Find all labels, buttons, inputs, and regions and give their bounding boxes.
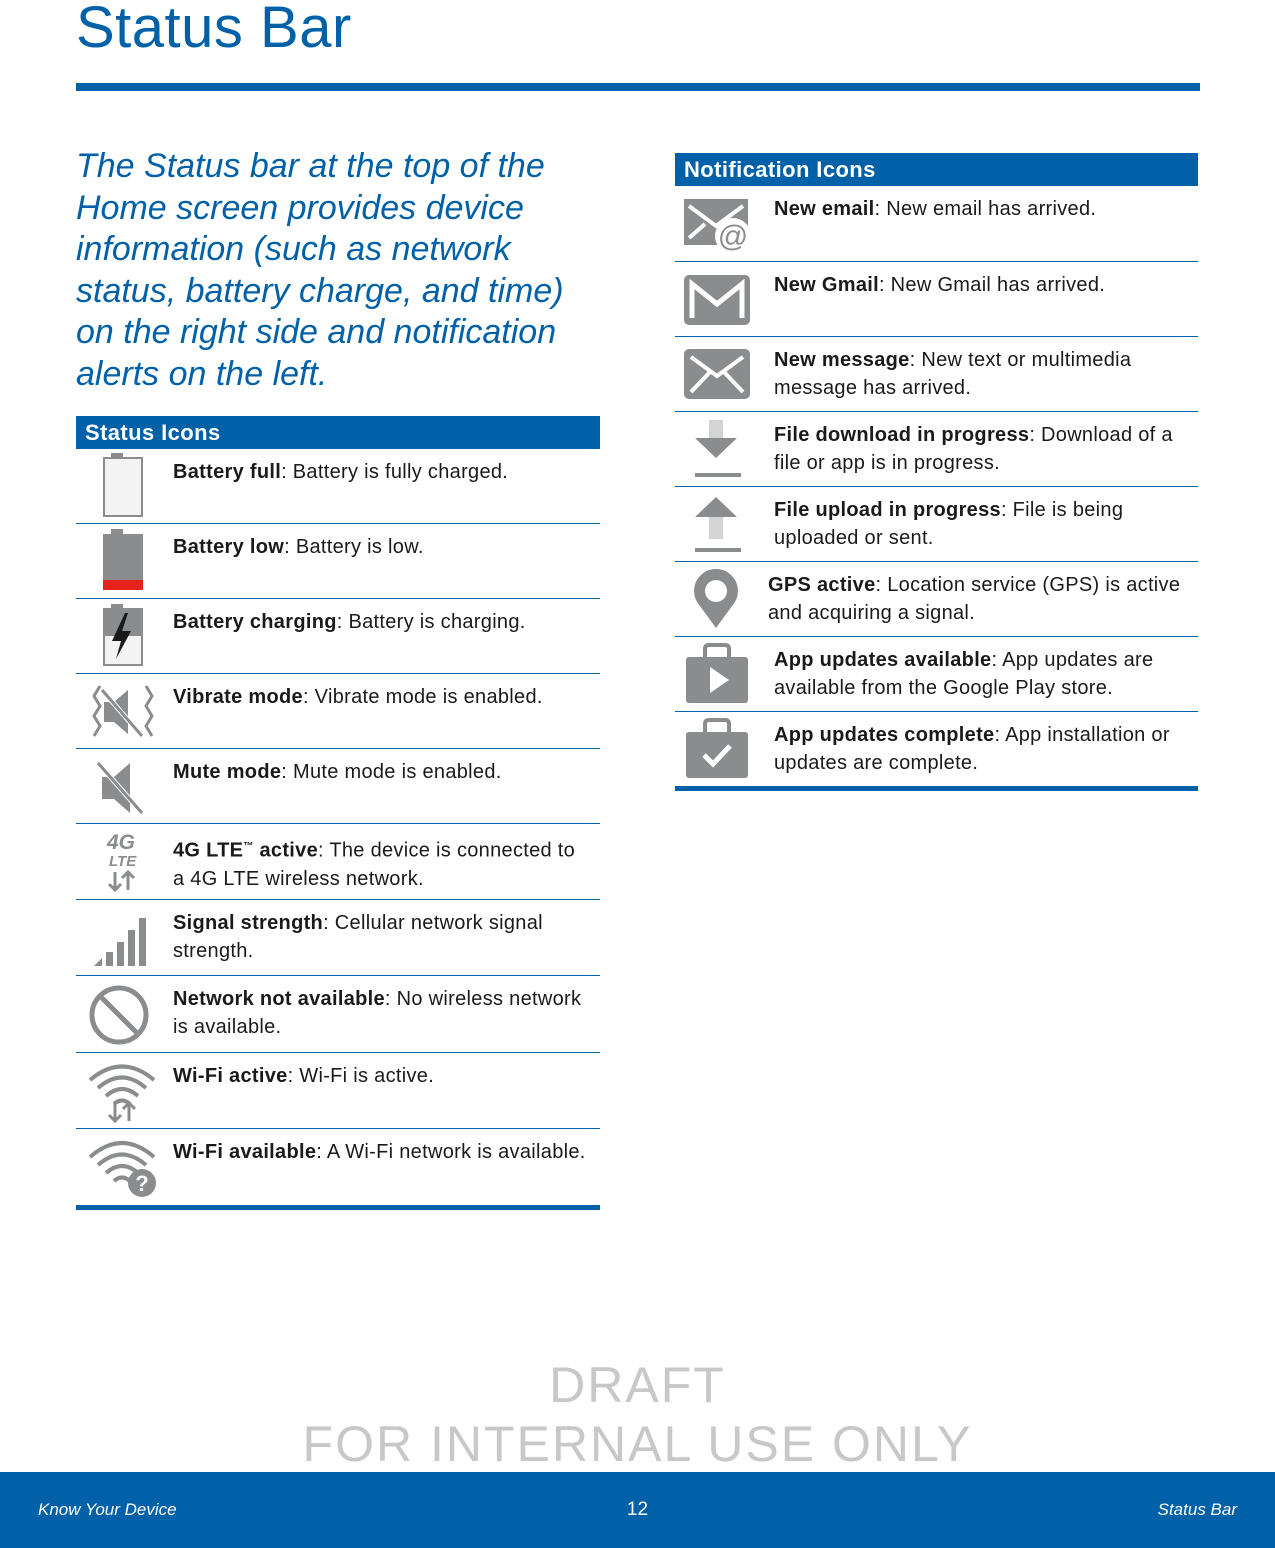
svg-text:?: ? (135, 1171, 149, 1196)
row-description: New email: New email has arrived. (774, 198, 1097, 220)
4g-lte-icon (76, 824, 158, 899)
svg-text:LTE: LTE (109, 853, 137, 870)
gps-icon (675, 562, 757, 636)
upload-icon (675, 487, 757, 561)
wifi-available-icon (76, 1129, 158, 1205)
no-network-icon (76, 976, 158, 1052)
row-description: Signal strength: Cellular network signal strength. (173, 912, 543, 962)
footer-chapter-title: Status Bar (1157, 1500, 1237, 1519)
vibrate-icon (76, 674, 158, 748)
table-row (76, 524, 600, 599)
table-row (675, 712, 1198, 791)
battery-low-icon (76, 524, 158, 598)
title-divider (76, 83, 1200, 91)
table-row (675, 186, 1198, 262)
table-row (76, 1129, 600, 1210)
new-message-icon (675, 337, 757, 411)
table-row (76, 976, 600, 1053)
svg-text:@: @ (717, 220, 749, 253)
table-row (76, 599, 600, 674)
battery-charging-icon (76, 599, 158, 673)
table-row (675, 637, 1198, 712)
table-row (76, 1053, 600, 1129)
table-row (76, 824, 600, 900)
row-description: 4G LTE™ active: The device is connected to a 4G LTE wireless network. (173, 839, 576, 890)
page-footer (0, 1472, 1275, 1548)
row-description: Battery charging: Battery is charging. (173, 611, 526, 633)
row-description: File upload in progress: File is being uploaded or sent. (774, 499, 1124, 549)
row-description: New message: New text or multimedia message has arrived. (774, 349, 1132, 399)
table-row (675, 487, 1198, 562)
new-email-icon (675, 186, 757, 261)
notification-icons-table (675, 153, 1198, 791)
row-description: Vibrate mode: Vibrate mode is enabled. (173, 686, 543, 708)
row-description: GPS active: Location service (GPS) is active and acquiring a signal. (768, 574, 1181, 624)
row-description: Battery low: Battery is low. (173, 536, 424, 558)
row-description: File download in progress: Download of a file or app is in progress. (774, 424, 1173, 474)
table-row (675, 412, 1198, 487)
mute-icon (76, 749, 158, 823)
footer-section-title: Know Your Device (38, 1500, 177, 1519)
signal-strength-icon (76, 900, 158, 975)
wifi-active-icon (76, 1053, 158, 1128)
row-description: Wi-Fi active: Wi-Fi is active. (173, 1065, 435, 1087)
app-updates-available-icon (675, 637, 757, 711)
page-number: 12 (626, 1499, 649, 1520)
notification-icons-header: Notification Icons (675, 153, 1198, 186)
table-row (76, 674, 600, 749)
row-description: Battery full: Battery is fully charged. (173, 461, 509, 483)
row-description: New Gmail: New Gmail has arrived. (774, 274, 1106, 296)
table-row (675, 562, 1198, 637)
status-icons-table (76, 416, 600, 1210)
app-updates-complete-icon (675, 712, 757, 786)
table-row (76, 749, 600, 824)
table-row (76, 449, 600, 524)
row-description: App updates available: App updates are available from the Google Play store. (774, 649, 1154, 699)
table-row (675, 337, 1198, 412)
row-description: Mute mode: Mute mode is enabled. (173, 761, 502, 783)
status-icons-header: Status Icons (76, 416, 600, 449)
svg-text:4G: 4G (107, 831, 136, 854)
intro-paragraph: The Status bar at the top of the Home screen provides device information (such as network status, battery charge, and time) on the right side and notification alerts on the left. (76, 147, 564, 393)
draft-watermark: DRAFT (549, 1357, 726, 1413)
new-gmail-icon (675, 262, 757, 336)
table-row (675, 262, 1198, 337)
table-row (76, 900, 600, 976)
download-icon (675, 412, 757, 486)
battery-full-icon (76, 449, 158, 523)
internal-use-watermark: FOR INTERNAL USE ONLY (302, 1416, 973, 1472)
page-title: Status Bar (76, 0, 352, 60)
row-description: Wi-Fi available: A Wi-Fi network is available. (173, 1141, 586, 1163)
row-description: Network not available: No wireless network is available. (173, 988, 582, 1038)
row-description: App updates complete: App installation or updates are complete. (774, 724, 1170, 774)
